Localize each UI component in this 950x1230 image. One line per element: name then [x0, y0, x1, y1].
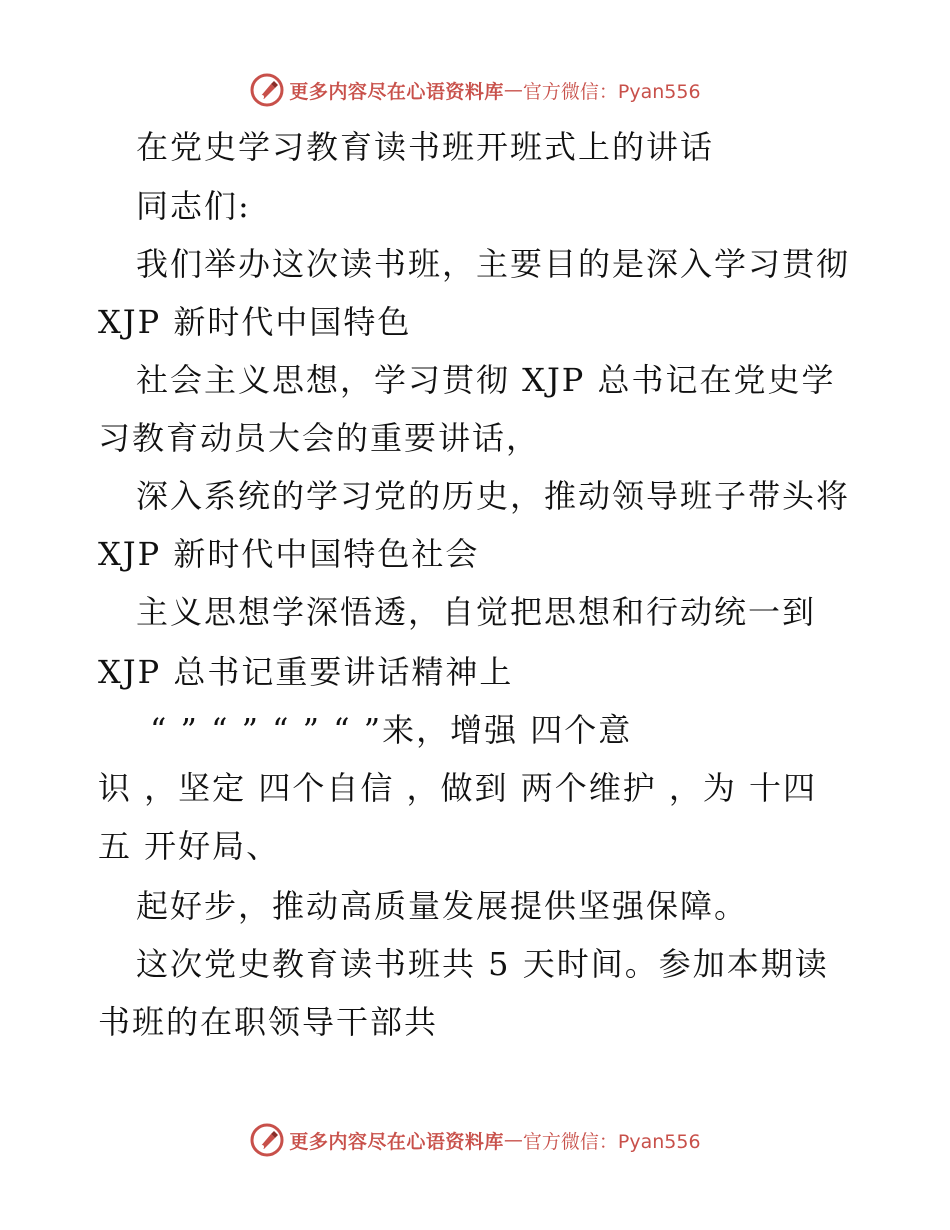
- paragraph-line: 习教育动员大会的重要讲话，: [98, 419, 541, 457]
- salutation: 同志们:: [136, 187, 251, 225]
- paragraph-line: 社会主义思想，学习贯彻 XJP 总书记在党史学: [136, 361, 836, 399]
- footer-watermark-banner: [0, 1120, 950, 1160]
- banner-wechat-text: 官方微信：Pyan556: [522, 80, 701, 103]
- pen-nib-logo-icon: [249, 1122, 285, 1158]
- paragraph-line: 深入系统的学习党的历史，推动领导班子带头将: [136, 477, 851, 515]
- paragraph-line: XJP 新时代中国特色社会: [98, 535, 480, 573]
- banner-wechat-text: 官方微信：Pyan556: [522, 1130, 701, 1153]
- document-title: 在党史学习教育读书班开班式上的讲话: [136, 128, 715, 166]
- header-watermark-banner: [0, 70, 950, 110]
- paragraph-line: 主义思想学深悟透，自觉把思想和行动统一到: [136, 593, 817, 631]
- paragraph-line: 五 开好局、: [98, 827, 281, 865]
- pen-nib-logo-icon: [249, 72, 285, 108]
- paragraph-line: 识 ，坚定 四个自信 ，做到 两个维护 ，为 十四: [98, 769, 818, 807]
- paragraph-line: 书班的在职领导干部共: [98, 1003, 439, 1041]
- paragraph-line: XJP 总书记重要讲话精神上: [98, 653, 514, 691]
- banner-site-text: 更多内容尽在心语资料库: [289, 1130, 504, 1153]
- paragraph-line: 这次党史教育读书班共 5 天时间。参加本期读: [136, 945, 829, 983]
- paragraph-line: 我们举办这次读书班，主要目的是深入学习贯彻: [136, 245, 851, 283]
- banner-site-text: 更多内容尽在心语资料库: [289, 80, 504, 103]
- banner-separator: —: [503, 79, 523, 101]
- paragraph-line: XJP 新时代中国特色: [98, 303, 412, 341]
- paragraph-line: 起好步，推动高质量发展提供坚强保障。: [136, 887, 749, 925]
- paragraph-line: “ ” “ ” “ ” “ ”来，增强 四个意: [150, 711, 633, 749]
- banner-separator: —: [503, 1129, 523, 1151]
